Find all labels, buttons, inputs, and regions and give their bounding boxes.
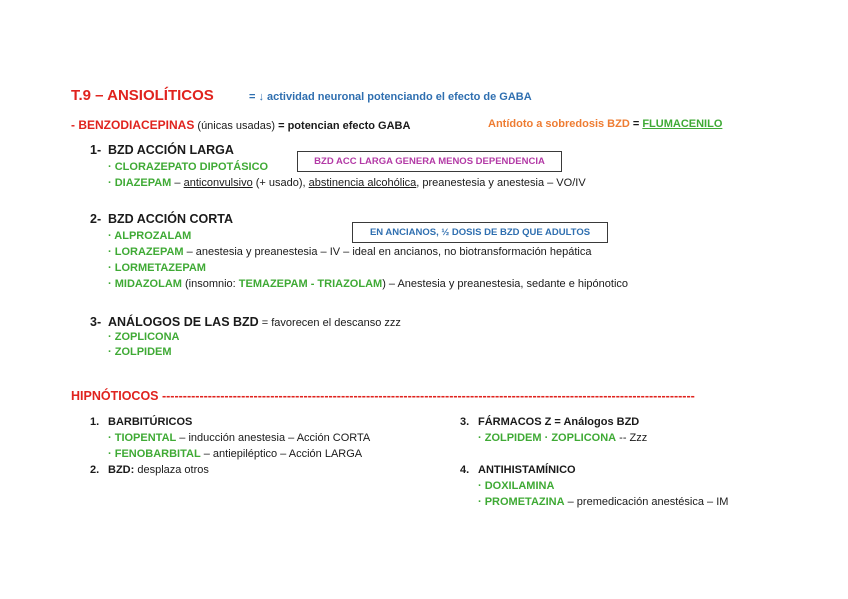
- list-item: · ZOPLICONA: [108, 331, 180, 343]
- list-item: [478, 496, 728, 508]
- drug-name: · MIDAZOLAM: [108, 278, 182, 290]
- section-3-title: ANÁLOGOS DE LAS BZD: [108, 315, 259, 329]
- bzd-label: - BENZODIACEPINAS: [71, 118, 195, 132]
- bzd-paren: (únicas usadas): [194, 120, 279, 132]
- section-2-title: BZD ACCIÓN CORTA: [108, 212, 233, 226]
- text-part: – inducción anestesia – Acción CORTA: [176, 432, 371, 444]
- text-part: anticonvulsivo: [183, 177, 253, 189]
- list-item: [108, 432, 370, 444]
- hipno-4-heading: [460, 464, 576, 476]
- section-2-heading: [90, 212, 233, 226]
- hipno-3-num: 3.: [460, 416, 470, 428]
- list-item: [108, 177, 586, 189]
- text-part: (insomnio:: [181, 278, 239, 290]
- note-box-larga: BZD ACC LARGA GENERA MENOS DEPENDENCIA: [297, 151, 562, 172]
- hipno-1-title: BARBITÚRICOS: [108, 416, 193, 428]
- text-part: abstinencia alcohólica: [308, 177, 417, 189]
- drug-name: · LORAZEPAM: [108, 246, 184, 258]
- hipno-4-title: ANTIHISTAMÍNICO: [478, 464, 576, 476]
- section-1-heading: [90, 143, 234, 157]
- drug-name: · FENOBARBITAL: [108, 448, 201, 460]
- hipno-1-num: 1.: [90, 416, 100, 428]
- text-part: (+ usado),: [252, 177, 309, 189]
- text-part: – anestesia y preanestesia – IV – ideal en ancianos, no biotransformación hepática: [183, 246, 592, 258]
- bzd-line: [71, 118, 410, 132]
- list-item: · CLORAZEPATO DIPOTÁSICO: [108, 161, 269, 173]
- text-part: , preanestesia y anestesia – VO/IV: [416, 177, 586, 189]
- drug-name: · DIAZEPAM: [108, 177, 172, 189]
- antidote-eq: =: [629, 118, 643, 130]
- text-part: –: [171, 177, 184, 189]
- hipno-2-rest: desplaza otros: [134, 464, 209, 476]
- text-part: ) – Anestesia y preanestesia, sedante e hipónotico: [382, 278, 629, 290]
- hipnoticos-heading: HIPNÓTIOCOS --------------------------------------------------------------------------------------------------------------------------------: [71, 389, 695, 403]
- list-item: [108, 246, 591, 258]
- drug-name: · ZOLPIDEM · ZOPLICONA: [478, 432, 617, 444]
- note-box-ancianos: EN ANCIANOS, ½ DOSIS DE BZD QUE ADULTOS: [352, 222, 608, 243]
- page-title: T.9 – ANSIOLÍTICOS: [71, 87, 214, 104]
- hipno-1-heading: [90, 416, 192, 428]
- text-part: -- Zzz: [616, 432, 648, 444]
- section-3-heading: [90, 313, 401, 331]
- list-item: · DOXILAMINA: [478, 480, 555, 492]
- page-subtitle: = ↓ actividad neuronal potenciando el efecto de GABA: [249, 91, 532, 103]
- antidote-value: FLUMACENILO: [642, 118, 723, 130]
- hipno-2-heading: [90, 464, 209, 476]
- list-item: · LORMETAZEPAM: [108, 262, 206, 274]
- text-part: – antiepiléptico – Acción LARGA: [200, 448, 363, 460]
- hipno-3-heading: [460, 416, 639, 428]
- list-item: [108, 278, 628, 290]
- hipno-3-title: FÁRMACOS Z = Análogos BZD: [478, 416, 640, 428]
- drug-name: · PROMETAZINA: [478, 496, 565, 508]
- antidote-label: Antídoto a sobredosis BZD: [488, 118, 630, 130]
- hipno-2-title: BZD:: [108, 464, 135, 476]
- bzd-rest: = potencian efecto GABA: [278, 120, 411, 132]
- section-1-title: BZD ACCIÓN LARGA: [108, 143, 234, 157]
- drug-name: · TIOPENTAL: [108, 432, 177, 444]
- list-item: [478, 432, 647, 444]
- section-3-num: 3-: [90, 315, 102, 329]
- list-item: · ALPROZALAM: [108, 230, 192, 242]
- list-item: [108, 448, 362, 460]
- drug-name: TEMAZEPAM - TRIAZOLAM: [238, 278, 383, 290]
- hipno-4-num: 4.: [460, 464, 470, 476]
- section-3-rest: = favorecen el descanso zzz: [258, 317, 401, 329]
- section-2-num: 2-: [90, 212, 102, 226]
- antidote-line: [488, 118, 722, 130]
- text-part: – premedicación anestésica – IM: [564, 496, 729, 508]
- section-1-num: 1-: [90, 143, 102, 157]
- list-item: · ZOLPIDEM: [108, 346, 172, 358]
- hipno-2-num: 2.: [90, 464, 100, 476]
